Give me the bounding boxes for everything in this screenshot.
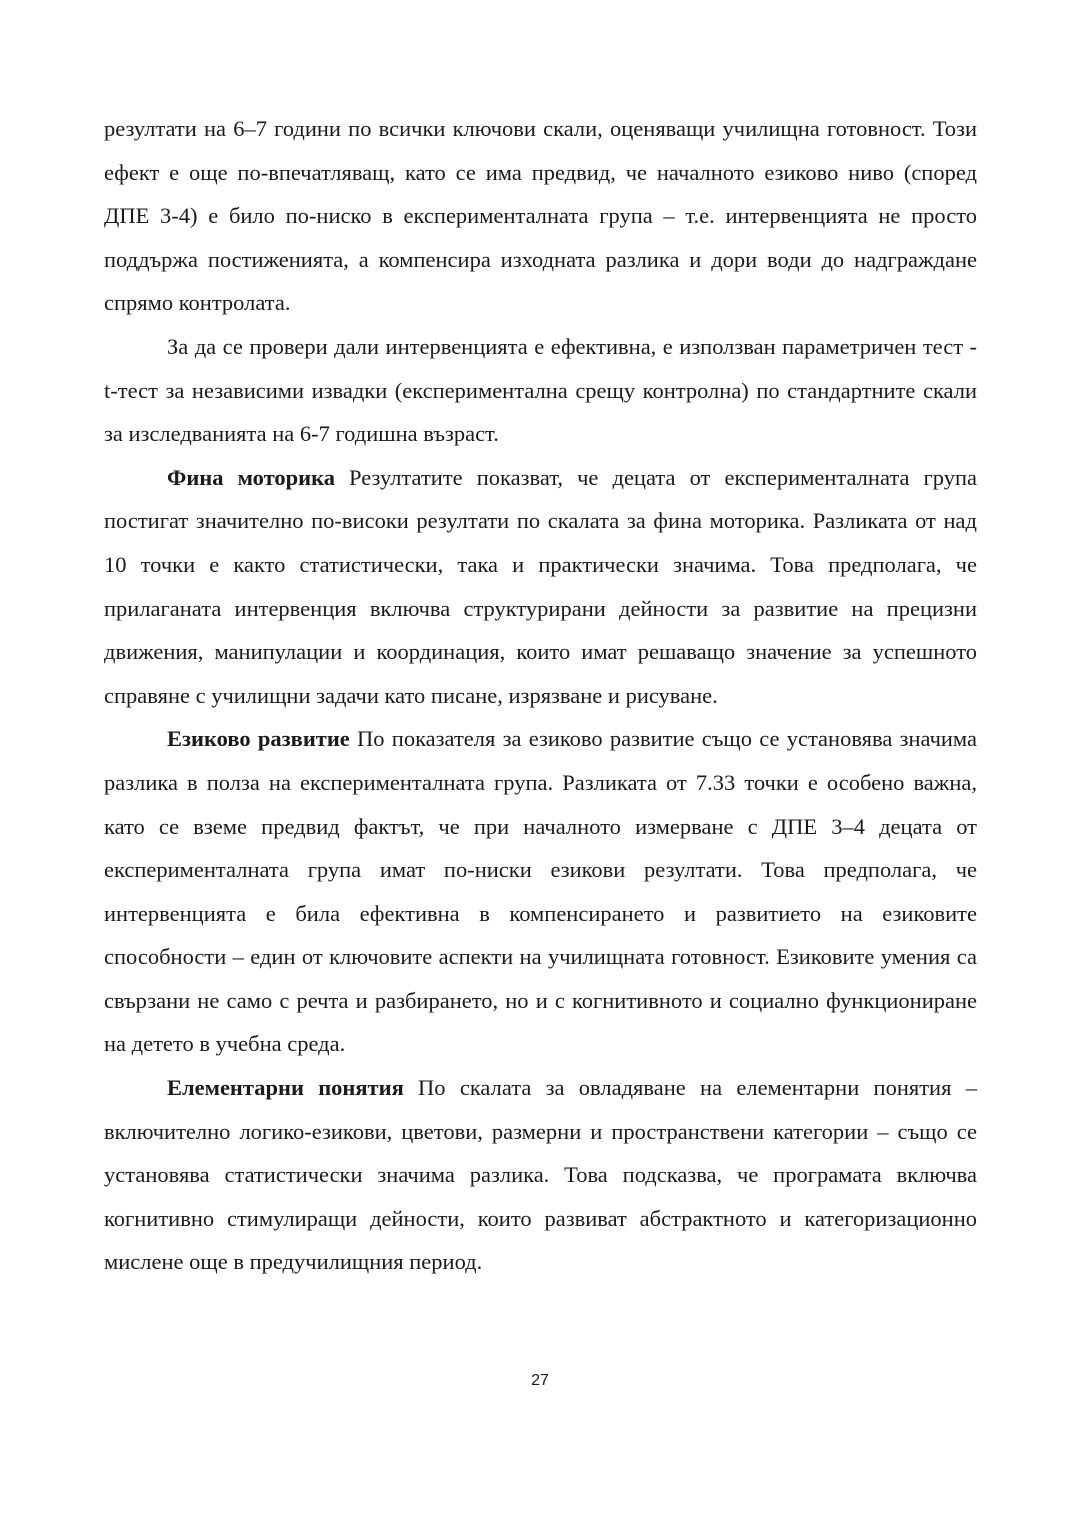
paragraph-text: За да се провери дали интервенцията е ефективна, е използван параметричен тест - t-тест за независими извадки (експериментална срещу контролна) по стандартните скали за изследванията на 6-7 годишна възраст. [104,333,977,447]
paragraph-heading: Фина моторика [167,464,335,490]
body-text [104,107,977,1284]
paragraph-language [104,717,977,1066]
paragraph-continuation [104,107,977,325]
paragraph-text: резултати на 6–7 години по всички ключови скали, оценяващи училищна готовност. Този ефект е още по-впечатляващ, като се има предвид, че началното езиково ниво (според ДПЕ 3-4) е било по-ниско в експерименталната група – т.е. интервенцията не просто поддържа постиженията, а компенсира изходната разлика и дори води до надграждане спрямо контролата. [104,116,977,316]
paragraph-concepts [104,1066,977,1284]
paragraph-heading: Елементарни понятия [167,1075,404,1101]
paragraph-heading: Езиково развитие [167,726,350,752]
paragraph-method [104,325,977,456]
paragraph-text: По показателя за езиково развитие също се установява значима разлика в полза на експерименталната група. Разликата от 7.33 точки е особено важна, като се вземе предвид фактът, че при началното измерване с ДПЕ 3–4 децата от експерименталната група имат по-ниски езикови резултати. Това предполага, че интервенцията е била ефективна в компенсирането и развитието на езиковите способности – един от ключовите аспекти на училищната готовност. Езиковите умения са свързани не само с речта и разбирането, но и с когнитивното и социално функциониране на детето в учебна среда. [104,726,978,1057]
paragraph-fine-motor [104,456,977,718]
page-number: 27 [531,1372,549,1389]
paragraph-text: Резултатите показват, че децата от експерименталната група постигат значително по-високи резултати по скалата за фина моторика. Разликата от над 10 точки е както статистически, така и практически значима. Това предполага, че прилаганата интервенция включва структурирани дейности за развитие на прецизни движения, манипулации и координация, които имат решаващо значение за успешното справяне с училищни задачи като писане, изрязване и рисуване. [104,464,978,708]
paragraph-text: По скалата за овладяване на елементарни понятия – включително логико-езикови, цветови, размерни и пространствени категории – също се установява статистически значима разлика. Това подсказва, че програмата включва когнитивно стимулиращи дейности, които развиват абстрактното и категоризационно мислене още в предучилищния период. [104,1075,977,1275]
